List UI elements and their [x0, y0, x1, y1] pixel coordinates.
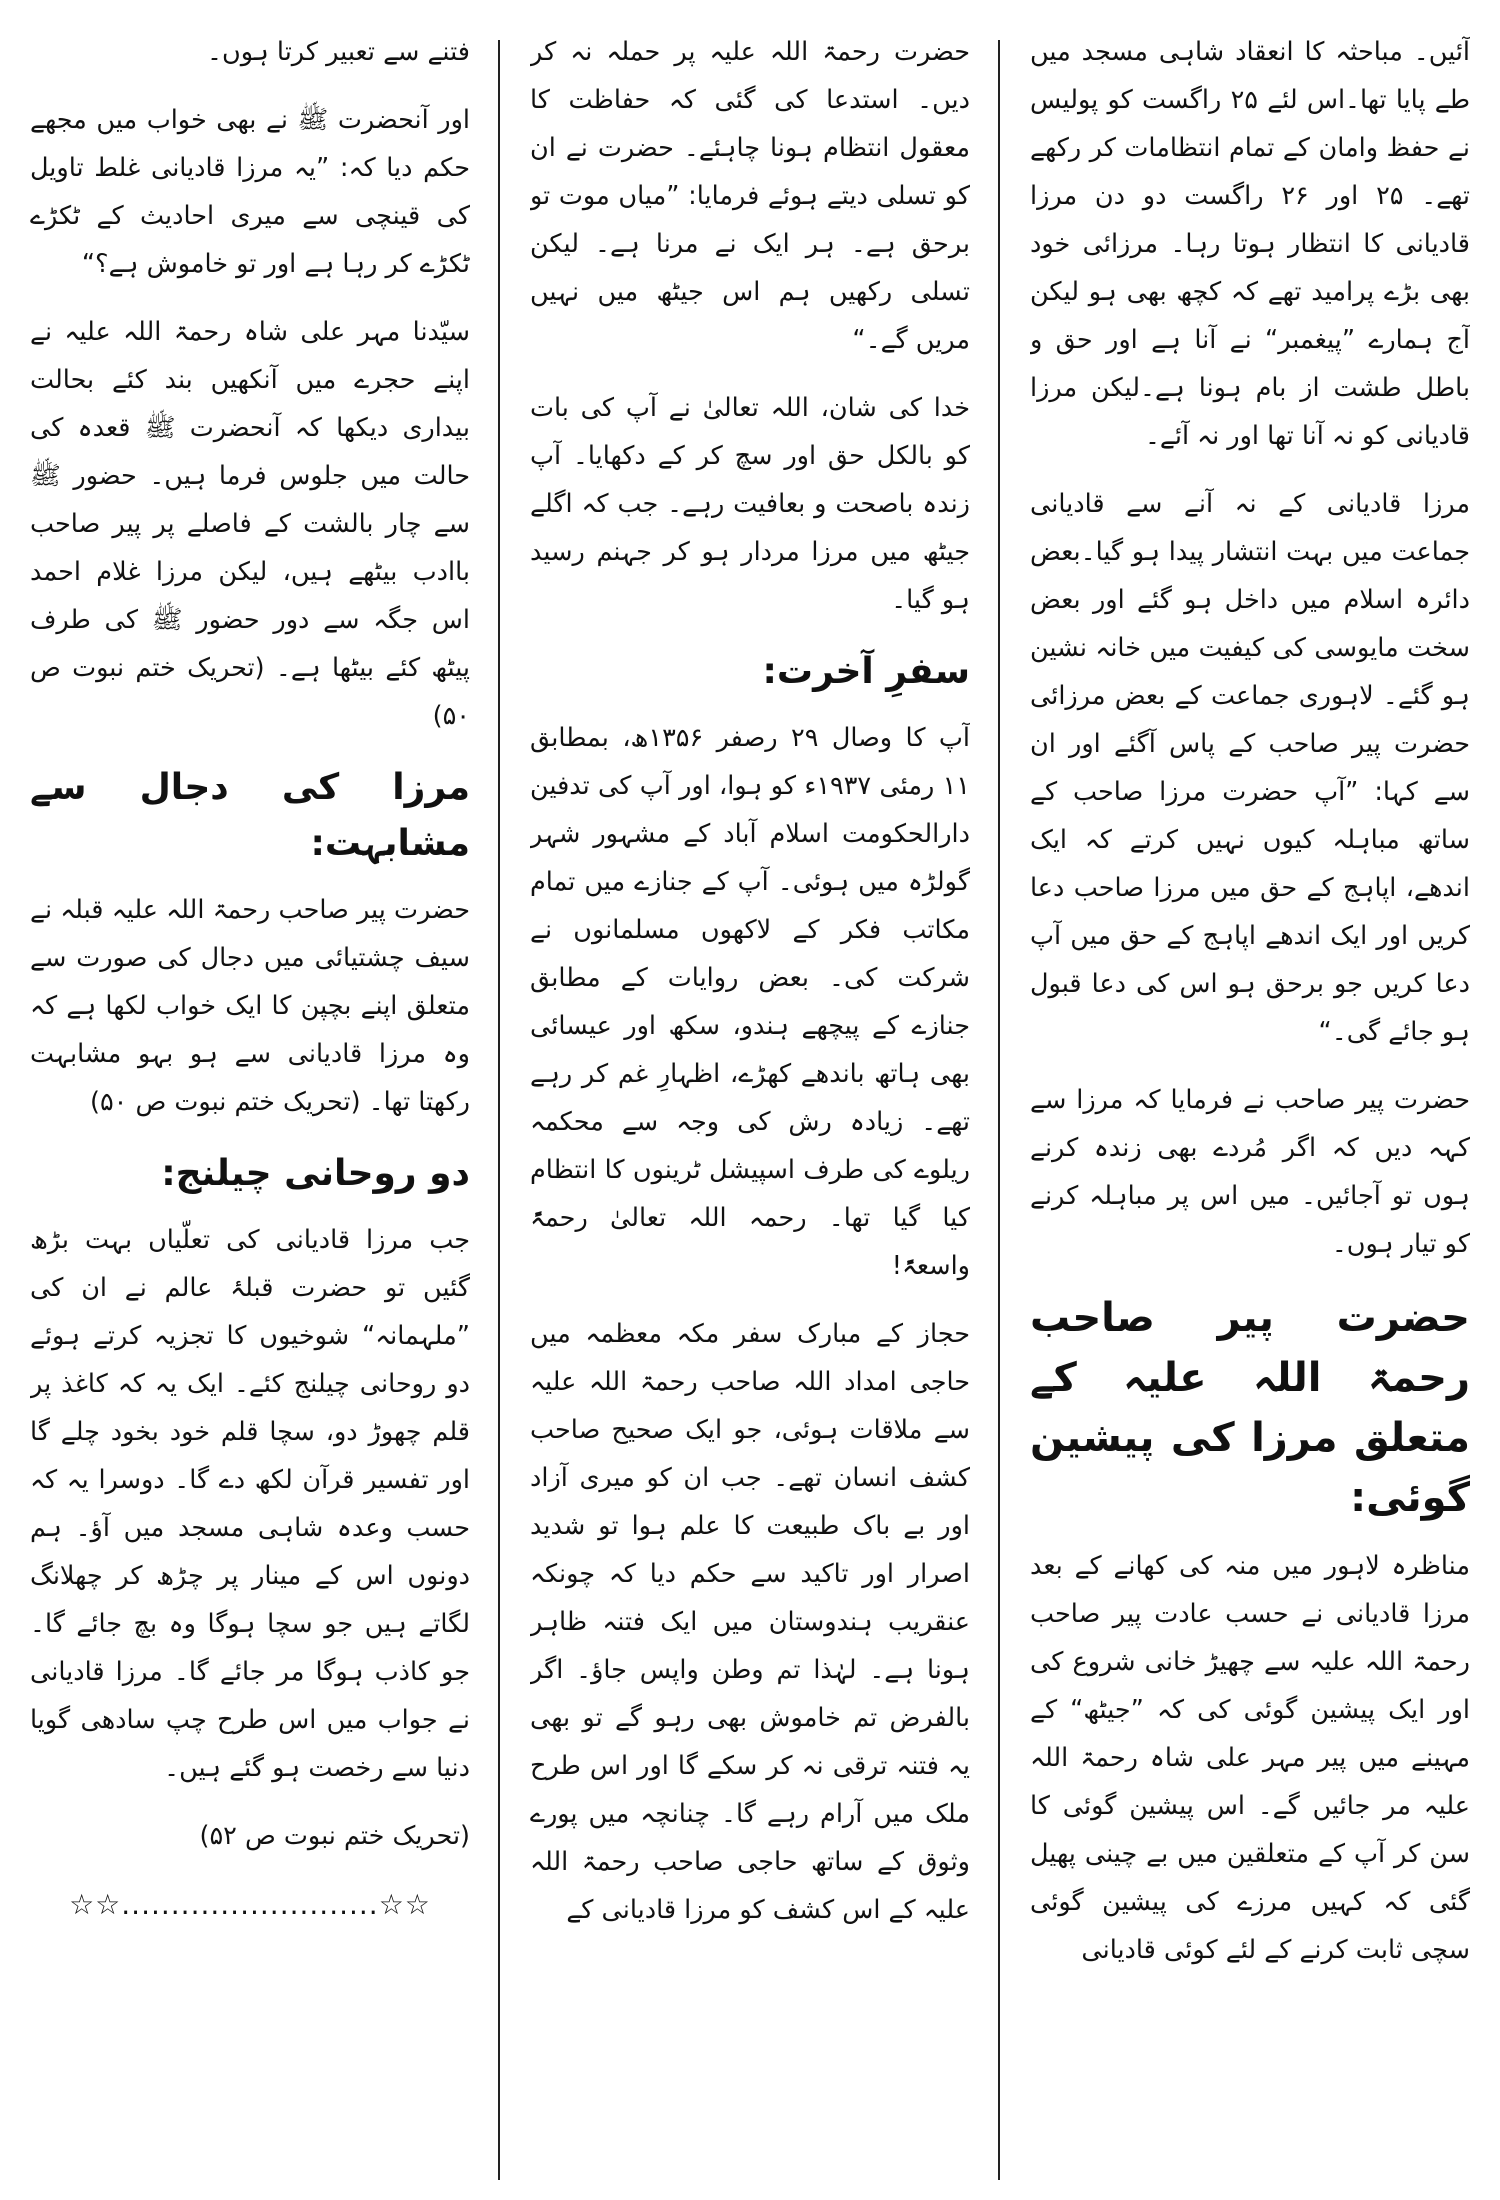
paragraph: سیّدنا مہر علی شاہ رحمۃ اللہ علیہ نے اپنے حجرے میں آنکھیں بند کئے بحالت بیداری دیکھا کہ آنحضرت ﷺ قعدہ کی حالت میں جلوس فرما ہیں۔ حضور ﷺ سے چار بالشت کے فاصلے پر پیر صاحب باادب بیٹھے ہیں، لیکن مرزا غلام احمد اس جگہ سے دور حضور ﷺ کی طرف پیٹھ کئے بیٹھا ہے۔ (تحریک ختم نبوت ص ۵۰)	[30, 317, 470, 731]
paragraph: اور آنحضرت ﷺ نے بھی خواب میں مجھے حکم دیا کہ: ”یہ مرزا قادیانی غلط تاویل کی قینچی سے میری احادیث کے ٹکڑے ٹکڑے کر رہا ہے اور تو خاموش ہے؟“	[30, 105, 470, 279]
paragraph: آپ کا وصال ۲۹ رصفر ۱۳۵۶ھ، بمطابق ۱۱ رمئی ۱۹۳۷ء کو ہوا، اور آپ کی تدفین دارالحکومت اسلام آباد کے مشہور شہر گولڑہ میں ہوئی۔ آپ کے جنازے میں تمام مکاتب فکر کے لاکھوں مسلمانوں نے شرکت کی۔ بعض روایات کے مطابق جنازے کے پیچھے ہندو، سکھ اور عیسائی بھی ہاتھ باندھے کھڑے، اظہارِ غم کر رہے تھے۔ زیادہ رش کی وجہ سے محکمہ ریلوے کی طرف اسپیشل ٹرینوں کا انتظام کیا گیا تھا۔ رحمہ اللہ تعالیٰ رحمۃً واسعۃً!	[530, 723, 970, 1281]
paragraph: حضرت پیر صاحب نے فرمایا کہ مرزا سے کہہ دیں کہ اگر مُردے بھی زندہ کرنے ہوں تو آجائیں۔ میں اس پر مباہلہ کرنے کو تیار ہوں۔	[1030, 1085, 1470, 1259]
paragraph: حضرت رحمۃ اللہ علیہ پر حملہ نہ کر دیں۔ استدعا کی گئی کہ حفاظت کا معقول انتظام ہونا چاہئے۔ حضرت نے ان کو تسلی دیتے ہوئے فرمایا: ”میاں موت تو برحق ہے۔ ہر ایک نے مرنا ہے۔ لیکن تسلی رکھیں ہم اس جیٹھ میں نہیں مریں گے۔“	[530, 37, 970, 355]
column-divider	[998, 40, 1000, 2180]
paragraph: جب مرزا قادیانی کی تعلّیاں بہت بڑھ گئیں تو حضرت قبلۂ عالم نے ان کی ”ملہمانہ“ شوخیوں کا تجزیہ کرتے ہوئے دو روحانی چیلنج کئے۔ ایک یہ کہ کاغذ پر قلم چھوڑ دو، سچا قلم خود بخود چلے گا اور تفسیر قرآن لکھ دے گا۔ دوسرا یہ کہ حسب وعدہ شاہی مسجد میں آؤ۔ ہم دونوں اس کے مینار پر چڑھ کر چھلانگ لگاتے ہیں جو سچا ہوگا وہ بچ جائے گا۔ جو کاذب ہوگا مر جائے گا۔ مرزا قادیانی نے جواب میں اس طرح چپ سادھی گویا دنیا سے رخصت ہو گئے ہیں۔	[30, 1225, 470, 1783]
paragraph: مرزا قادیانی کے نہ آنے سے قادیانی جماعت میں بہت انتشار پیدا ہو گیا۔بعض دائرہ اسلام میں داخل ہو گئے اور بعض سخت مایوسی کی کیفیت میں خانہ نشین ہو گئے۔ لاہوری جماعت کے بعض مرزائی حضرت پیر صاحب کے پاس آگئے اور ان سے کہا: ”آپ حضرت مرزا صاحب کے ساتھ مباہلہ کیوں نہیں کرتے کہ ایک اندھے، اپاہج کے حق میں مرزا صاحب دعا کریں اور ایک اندھے اپاہج کے حق میں آپ دعا کریں جو برحق ہو اس کی دعا قبول ہو جائے گی۔“	[1030, 489, 1470, 1047]
column-left	[30, 28, 470, 2178]
column-divider	[498, 40, 500, 2180]
paragraph: حضرت پیر صاحب رحمۃ اللہ علیہ قبلہ نے سیف چشتیائی میں دجال کی صورت سے متعلق اپنے بچپن کا ایک خواب لکھا ہے کہ وہ مرزا قادیانی سے ہو بہو مشابہت رکھتا تھا۔ (تحریک ختم نبوت ص ۵۰)	[30, 895, 470, 1117]
paragraph: آئیں۔ مباحثہ کا انعقاد شاہی مسجد میں طے پایا تھا۔اس لئے ۲۵ راگست کو پولیس نے حفظ وامان کے تمام انتظامات کر رکھے تھے۔ ۲۵ اور ۲۶ راگست دو دن مرزا قادیانی کا انتظار ہوتا رہا۔ مرزائی خود بھی بڑے پرامید تھے کہ کچھ بھی ہو لیکن آج ہمارے ”پیغمبر“ نے آنا ہے اور حق و باطل طشت از بام ہونا ہے۔لیکن مرزا قادیانی کو نہ آنا تھا اور نہ آئے۔	[1030, 37, 1470, 451]
section-heading: حضرت پیر صاحب رحمۃ اللہ علیہ کے متعلق مرزا کی پیشین گوئی:	[1030, 1295, 1470, 1521]
paragraph: خدا کی شان، اللہ تعالیٰ نے آپ کی بات کو بالکل حق اور سچ کر کے دکھایا۔ آپ زندہ باصحت و بعافیت رہے۔ جب کہ اگلے جیٹھ میں مرزا مردار ہو کر جہنم رسید ہو گیا۔	[530, 393, 970, 615]
paragraph: حجاز کے مبارک سفر مکہ معظمہ میں حاجی امداد اللہ صاحب رحمۃ اللہ علیہ سے ملاقات ہوئی، جو ایک صحیح صاحب کشف انسان تھے۔ جب ان کو میری آزاد اور بے باک طبیعت کا علم ہوا تو شدید اصرار اور تاکید سے حکم دیا کہ چونکہ عنقریب ہندوستان میں ایک فتنہ ظاہر ہونا ہے۔ لہٰذا تم وطن واپس جاؤ۔ اگر بالفرض تم خاموش بھی رہو گے تو بھی یہ فتنہ ترقی نہ کر سکے گا اور اس طرح ملک میں آرام رہے گا۔ چنانچہ میں پورے وثوق کے ساتھ حاجی صاحب رحمۃ اللہ علیہ کے اس کشف کو مرزا قادیانی کے	[530, 1319, 970, 1925]
reference-citation: (تحریک ختم نبوت ص ۵۲)	[199, 1821, 470, 1851]
section-heading: سفرِ آخرت:	[762, 651, 970, 692]
end-ornament: ☆☆..........................☆☆	[69, 1888, 431, 1921]
paragraph: فتنے سے تعبیر کرتا ہوں۔	[207, 37, 470, 67]
section-heading: دو روحانی چیلنج:	[161, 1153, 470, 1194]
column-right	[1030, 28, 1470, 2178]
section-heading: مرزا کی دجال سے مشابہت:	[30, 767, 470, 864]
paragraph: مناظرہ لاہور میں منہ کی کھانے کے بعد مرزا قادیانی نے حسب عادت پیر صاحب رحمۃ اللہ علیہ سے چھیڑ خانی شروع کی اور ایک پیشین گوئی کی کہ ”جیٹھ“ کے مہینے میں پیر مہر علی شاہ رحمۃ اللہ علیہ مر جائیں گے۔ اس پیشین گوئی کا سن کر آپ کے متعلقین میں بے چینی پھیل گئی کہ کہیں مرزے کی پیشین گوئی سچی ثابت کرنے کے لئے کوئی قادیانی	[1030, 1551, 1470, 1965]
column-middle	[530, 28, 970, 2178]
